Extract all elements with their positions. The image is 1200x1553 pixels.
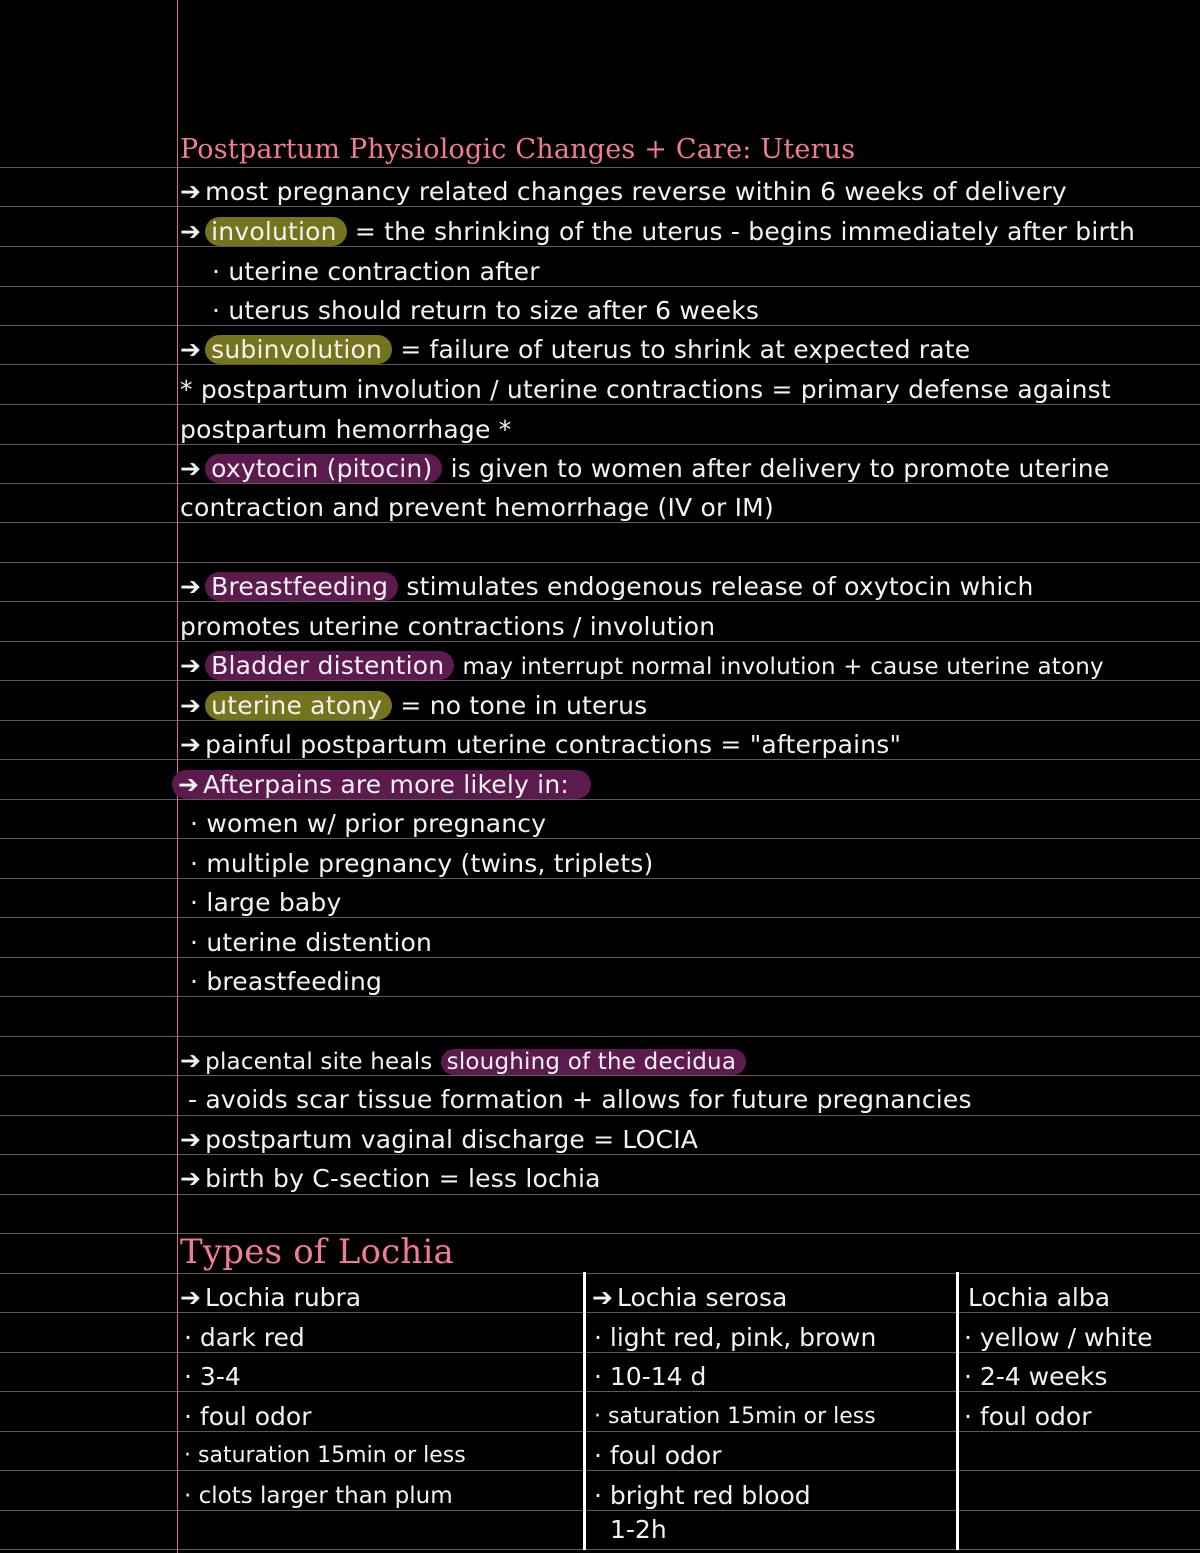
note-line-placental: ➔ placental site heals sloughing of the decidua xyxy=(180,1045,746,1079)
note-line-star: * postpartum involution / uterine contractions = primary defense against xyxy=(180,375,1111,404)
note-line: contraction and prevent hemorrhage (IV or IM) xyxy=(180,493,774,522)
term-highlight: Breastfeeding xyxy=(205,572,398,601)
bullet-icon: · xyxy=(190,888,199,917)
arrow-icon: ➔ xyxy=(178,770,200,799)
note-line-afterpains: ➔ painful postpartum uterine contractions = "afterpains" xyxy=(180,730,902,759)
note-line-csection: ➔ birth by C-section = less lochia xyxy=(180,1164,601,1193)
list-item: · saturation 15min or less xyxy=(594,1404,876,1429)
arrow-icon: ➔ xyxy=(180,651,202,680)
list-item: · 3-4 xyxy=(184,1362,241,1391)
bullet-item: · multiple pregnancy (twins, triplets) xyxy=(190,849,654,878)
arrow-icon: ➔ xyxy=(180,1046,202,1075)
table-divider xyxy=(583,1272,586,1550)
lochia-serosa-heading: ➔ Lochia serosa xyxy=(592,1283,788,1312)
note-line-oxytocin: ➔ oxytocin (pitocin) is given to women after delivery to promote uterine xyxy=(180,454,1110,483)
arrow-icon: ➔ xyxy=(180,335,202,364)
note-line-atony: ➔ uterine atony = no tone in uterus xyxy=(180,691,648,720)
bullet-item: · uterine distention xyxy=(190,928,433,957)
arrow-icon: ➔ xyxy=(180,454,202,483)
list-item: · 10-14 d xyxy=(594,1362,707,1391)
list-item: 1-2h xyxy=(610,1515,667,1544)
list-item: · foul odor xyxy=(594,1441,722,1470)
list-item: · foul odor xyxy=(964,1402,1092,1431)
note-line-involution: ➔ involution = the shrinking of the uterus - begins immediately after birth xyxy=(180,217,1136,246)
bullet-item: · breastfeeding xyxy=(190,967,383,996)
arrow-icon: ➔ xyxy=(180,1164,202,1193)
arrow-icon: ➔ xyxy=(180,1283,201,1312)
table-divider xyxy=(956,1272,959,1550)
note-line-breastfeeding: ➔ Breastfeeding stimulates endogenous release of oxytocin which xyxy=(180,572,1034,601)
bullet-item: · large baby xyxy=(190,888,342,917)
list-item: · 2-4 weeks xyxy=(964,1362,1108,1391)
note-line-subinvolution: ➔ subinvolution = failure of uterus to shrink at expected rate xyxy=(180,335,971,364)
list-item: · saturation 15min or less xyxy=(184,1443,466,1468)
term-highlight: involution xyxy=(205,217,347,246)
term-highlight: sloughing of the decidua xyxy=(441,1049,746,1075)
list-item: · dark red xyxy=(184,1323,305,1352)
note-line-bladder: ➔ Bladder distention may interrupt normal involution + cause uterine atony xyxy=(180,651,1104,680)
bullet-icon: · xyxy=(190,928,199,957)
arrow-icon: ➔ xyxy=(592,1283,613,1312)
list-item: · light red, pink, brown xyxy=(594,1323,877,1352)
note-line: - avoids scar tissue formation + allows for future pregnancies xyxy=(188,1085,972,1114)
list-item: · yellow / white xyxy=(964,1323,1153,1352)
bullet-icon: · xyxy=(190,967,199,996)
lochia-rubra-heading: ➔ Lochia rubra xyxy=(180,1283,362,1312)
bullet-icon: · xyxy=(190,809,199,838)
arrow-icon: ➔ xyxy=(180,572,202,601)
term-highlight: uterine atony xyxy=(205,691,392,720)
bullet-icon: · xyxy=(212,296,221,325)
note-line: ➔ most pregnancy related changes reverse within 6 weeks of delivery xyxy=(180,177,1067,206)
list-item: · clots larger than plum xyxy=(184,1483,453,1509)
lochia-title: Types of Lochia xyxy=(180,1232,455,1272)
lochia-alba-heading: Lochia alba xyxy=(968,1283,1111,1312)
arrow-icon: ➔ xyxy=(180,691,202,720)
note-line-star: postpartum hemorrhage * xyxy=(180,415,512,444)
bullet-icon: · xyxy=(212,257,221,286)
term-highlight: Bladder distention xyxy=(205,651,454,680)
arrow-icon: ➔ xyxy=(180,1125,202,1154)
list-item: · foul odor xyxy=(184,1402,312,1431)
arrow-icon: ➔ xyxy=(180,730,202,759)
bullet-item: · women w/ prior pregnancy xyxy=(190,809,547,838)
bullet-icon: · xyxy=(190,849,199,878)
bullet-item: · uterine contraction after xyxy=(212,257,540,286)
arrow-icon: ➔ xyxy=(180,217,202,246)
bullet-item: · uterus should return to size after 6 weeks xyxy=(212,296,760,325)
note-line: promotes uterine contractions / involution xyxy=(180,612,716,641)
afterpains-heading: ➔ Afterpains are more likely in: xyxy=(172,769,591,803)
term-highlight: oxytocin (pitocin) xyxy=(205,454,442,483)
arrow-icon: ➔ xyxy=(180,177,202,206)
page-title: Postpartum Physiologic Changes + Care: Uterus xyxy=(180,134,856,165)
note-line-lochia: ➔ postpartum vaginal discharge = LOCIA xyxy=(180,1125,699,1154)
list-item: · bright red blood xyxy=(594,1481,811,1510)
term-highlight: subinvolution xyxy=(205,335,392,364)
